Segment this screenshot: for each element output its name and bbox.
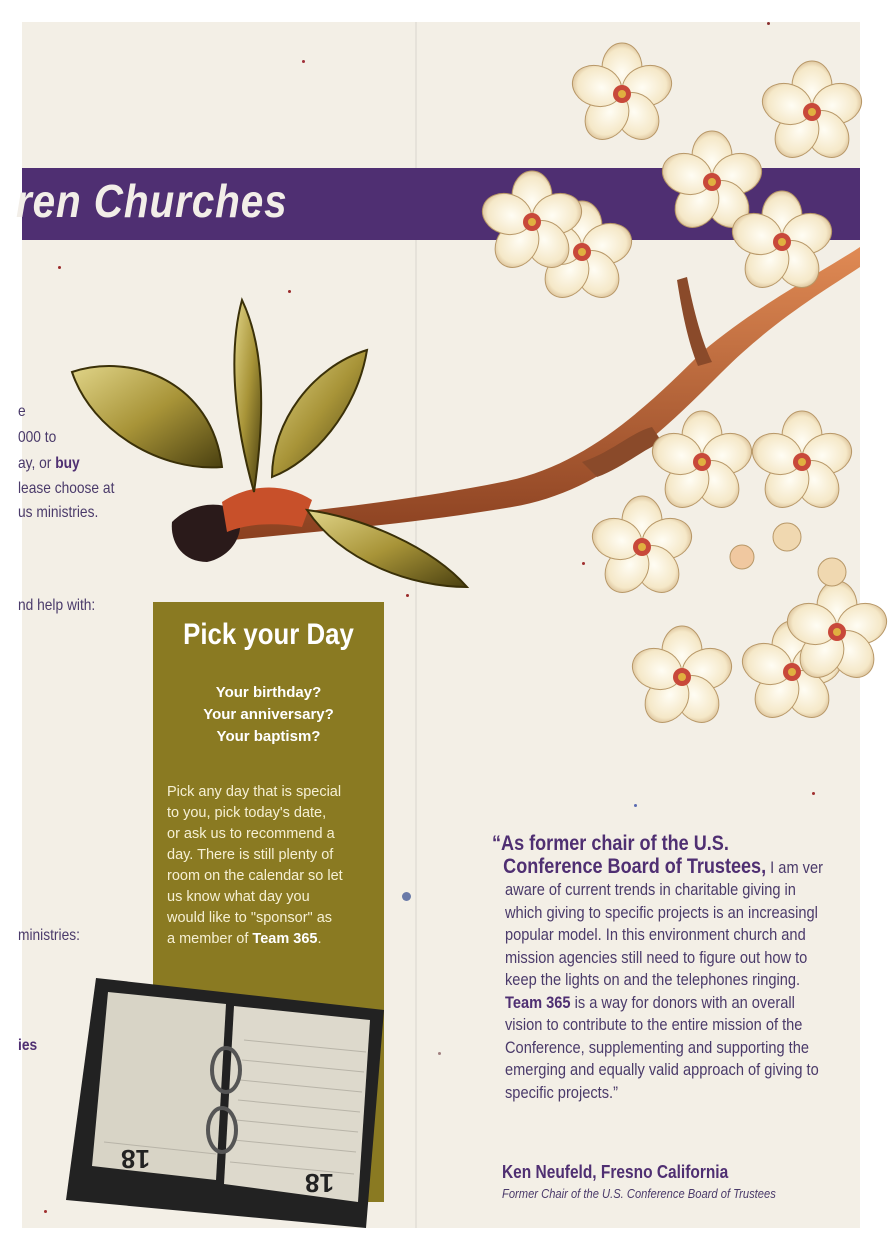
banner-title: ren Churches: [16, 175, 288, 227]
blossoms-bottom: [587, 411, 891, 731]
paper-speckle: [44, 1210, 47, 1213]
question-birthday: Your birthday?: [215, 684, 322, 701]
cropped-text-line: 000 to: [18, 429, 57, 446]
question-baptism: Your baptism?: [216, 728, 321, 745]
body-line: us know what day you: [167, 889, 310, 905]
body-line: would like to "sponsor" as: [167, 910, 333, 926]
cropped-text-line: nd help with:: [18, 597, 96, 614]
quote-line: aware of current trends in charitable giving in: [505, 880, 796, 899]
pick-your-day-body: [167, 782, 377, 950]
text-fragment: ay, or: [18, 455, 56, 472]
blossoms-top: [477, 43, 867, 306]
quote-text: I am ver: [766, 858, 823, 877]
body-line: day. There is still plenty of: [167, 847, 334, 863]
paper-speckle: [438, 1052, 441, 1055]
quote-line: [505, 992, 821, 1015]
body-line: Pick any day that is special: [167, 784, 342, 800]
quote-line: which giving to specific projects is an increasingl: [505, 902, 818, 922]
quote-heading-line: “As former chair of the U.S.: [492, 832, 729, 855]
attribution-name: Ken Neufeld, Fresno California: [502, 1162, 729, 1182]
body-line: to you, pick today's date,: [167, 805, 327, 821]
cropped-text-line: us ministries.: [18, 504, 99, 521]
paper-speckle: [402, 892, 411, 901]
paper-speckle: [634, 804, 637, 807]
calendar-day-left: 18: [121, 1144, 150, 1174]
cropped-text-line: ies: [18, 1037, 38, 1054]
body-text: a member of: [167, 931, 253, 947]
body-line: [167, 929, 377, 950]
quote-line: popular model. In this environment church and: [505, 925, 806, 944]
body-line: room on the calendar so let: [167, 868, 343, 884]
body-line: or ask us to recommend a: [167, 826, 335, 842]
quote-text: is a way for donors with an overall: [570, 992, 795, 1012]
quote-line: Conference, supplementing and supporting the: [505, 1037, 809, 1057]
team-365-emphasis: Team 365: [252, 931, 318, 947]
quote-line: keep the lights on and the telephones ringing.: [505, 970, 801, 989]
question-anniversary: Your anniversary?: [203, 706, 334, 723]
pick-your-day-title: Pick your Day: [183, 618, 354, 651]
branch: [172, 247, 860, 562]
quote-heading-line: [492, 855, 823, 879]
quote-line: emerging and equally valid approach of giving to: [505, 1060, 819, 1079]
quote-heading-text: Conference Board of Trustees,: [503, 855, 767, 878]
team-365-emphasis: Team 365: [505, 992, 571, 1012]
leaves: [72, 300, 467, 587]
cropped-text-line: e: [18, 403, 26, 420]
quote-line: mission agencies still need to figure out how to: [505, 947, 808, 967]
calendar-day-right: 18: [305, 1168, 334, 1198]
brochure-page: [16, 22, 860, 1228]
body-text: .: [317, 931, 322, 947]
cropped-text-line: ministries:: [18, 927, 80, 944]
quote-line: specific projects.”: [505, 1082, 618, 1102]
attribution-title: Former Chair of the U.S. Conference Board of Trustees: [502, 1186, 776, 1201]
blossom-branch-illustration: [22, 22, 860, 742]
cropped-text-line: lease choose at: [18, 480, 115, 497]
buy-emphasis: buy: [55, 455, 80, 472]
quote-line: vision to contribute to the entire mission of the: [505, 1015, 803, 1034]
paper-speckle: [812, 792, 815, 795]
testimonial-quote: [492, 832, 872, 1104]
desk-calendar-illustration: [66, 970, 386, 1228]
